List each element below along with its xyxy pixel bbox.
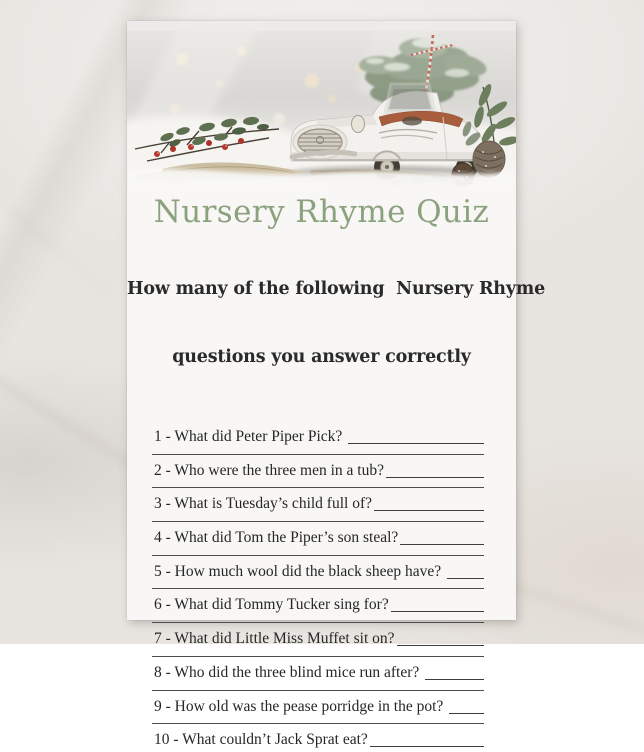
question-text: 7 - What did Little Miss Muffet sit on? <box>154 630 395 648</box>
answer-line <box>391 611 484 612</box>
question-row <box>154 730 484 752</box>
answer-line-full <box>152 487 484 488</box>
question-text: 2 - Who were the three men in a tub? <box>154 461 384 479</box>
question-row <box>154 427 484 461</box>
answer-line <box>447 578 484 579</box>
question-row <box>154 697 484 731</box>
answer-line <box>425 679 484 680</box>
question-text: 3 - What is Tuesday’s child full of? <box>154 495 372 513</box>
marble-vein <box>5 205 114 297</box>
quiz-subtitle <box>127 233 546 413</box>
answer-line-full <box>152 690 484 691</box>
question-row <box>154 528 484 562</box>
answer-line-full <box>152 555 484 556</box>
question-row <box>154 663 484 697</box>
question-row <box>154 562 484 596</box>
answer-line-full <box>152 454 484 455</box>
quiz-card <box>127 21 546 749</box>
question-text: 5 - How much wool did the black sheep have? <box>154 562 445 580</box>
answer-line-full <box>152 656 484 657</box>
answer-line-full <box>152 588 484 589</box>
question-text: 4 - What did Tom the Piper’s son steal? <box>154 529 399 547</box>
question-text: 8 - Who did the three blind mice run after? <box>154 663 424 681</box>
answer-line-full <box>152 723 484 724</box>
question-text: 10 - What couldn’t Jack Sprat eat? <box>154 731 368 749</box>
answer-line <box>374 510 484 511</box>
question-row <box>154 494 484 528</box>
christmas-toy-car-photo <box>127 21 516 193</box>
question-text: 6 - What did Tommy Tucker sing for? <box>154 596 389 614</box>
quiz-subtitle-line2: questions you answer correctly <box>172 346 471 367</box>
question-row <box>154 629 484 663</box>
question-text: 1 - What did Peter Piper Pick? <box>154 428 347 445</box>
answer-line <box>397 645 484 646</box>
answer-line <box>449 713 484 714</box>
answer-line <box>386 477 484 478</box>
question-row <box>154 461 484 495</box>
answer-line <box>370 746 484 747</box>
question-text: 9 - How old was the pease porridge in the pot? <box>154 697 448 715</box>
question-row <box>154 595 484 629</box>
quiz-title: Nursery Rhyme Quiz <box>153 194 490 230</box>
answer-line <box>400 544 484 545</box>
answer-line <box>348 443 484 444</box>
answer-line-full <box>152 622 484 623</box>
question-list <box>154 427 484 752</box>
quiz-subtitle-line1: How many of the following Nursery Rhyme <box>127 279 546 299</box>
answer-line-full <box>152 521 484 522</box>
